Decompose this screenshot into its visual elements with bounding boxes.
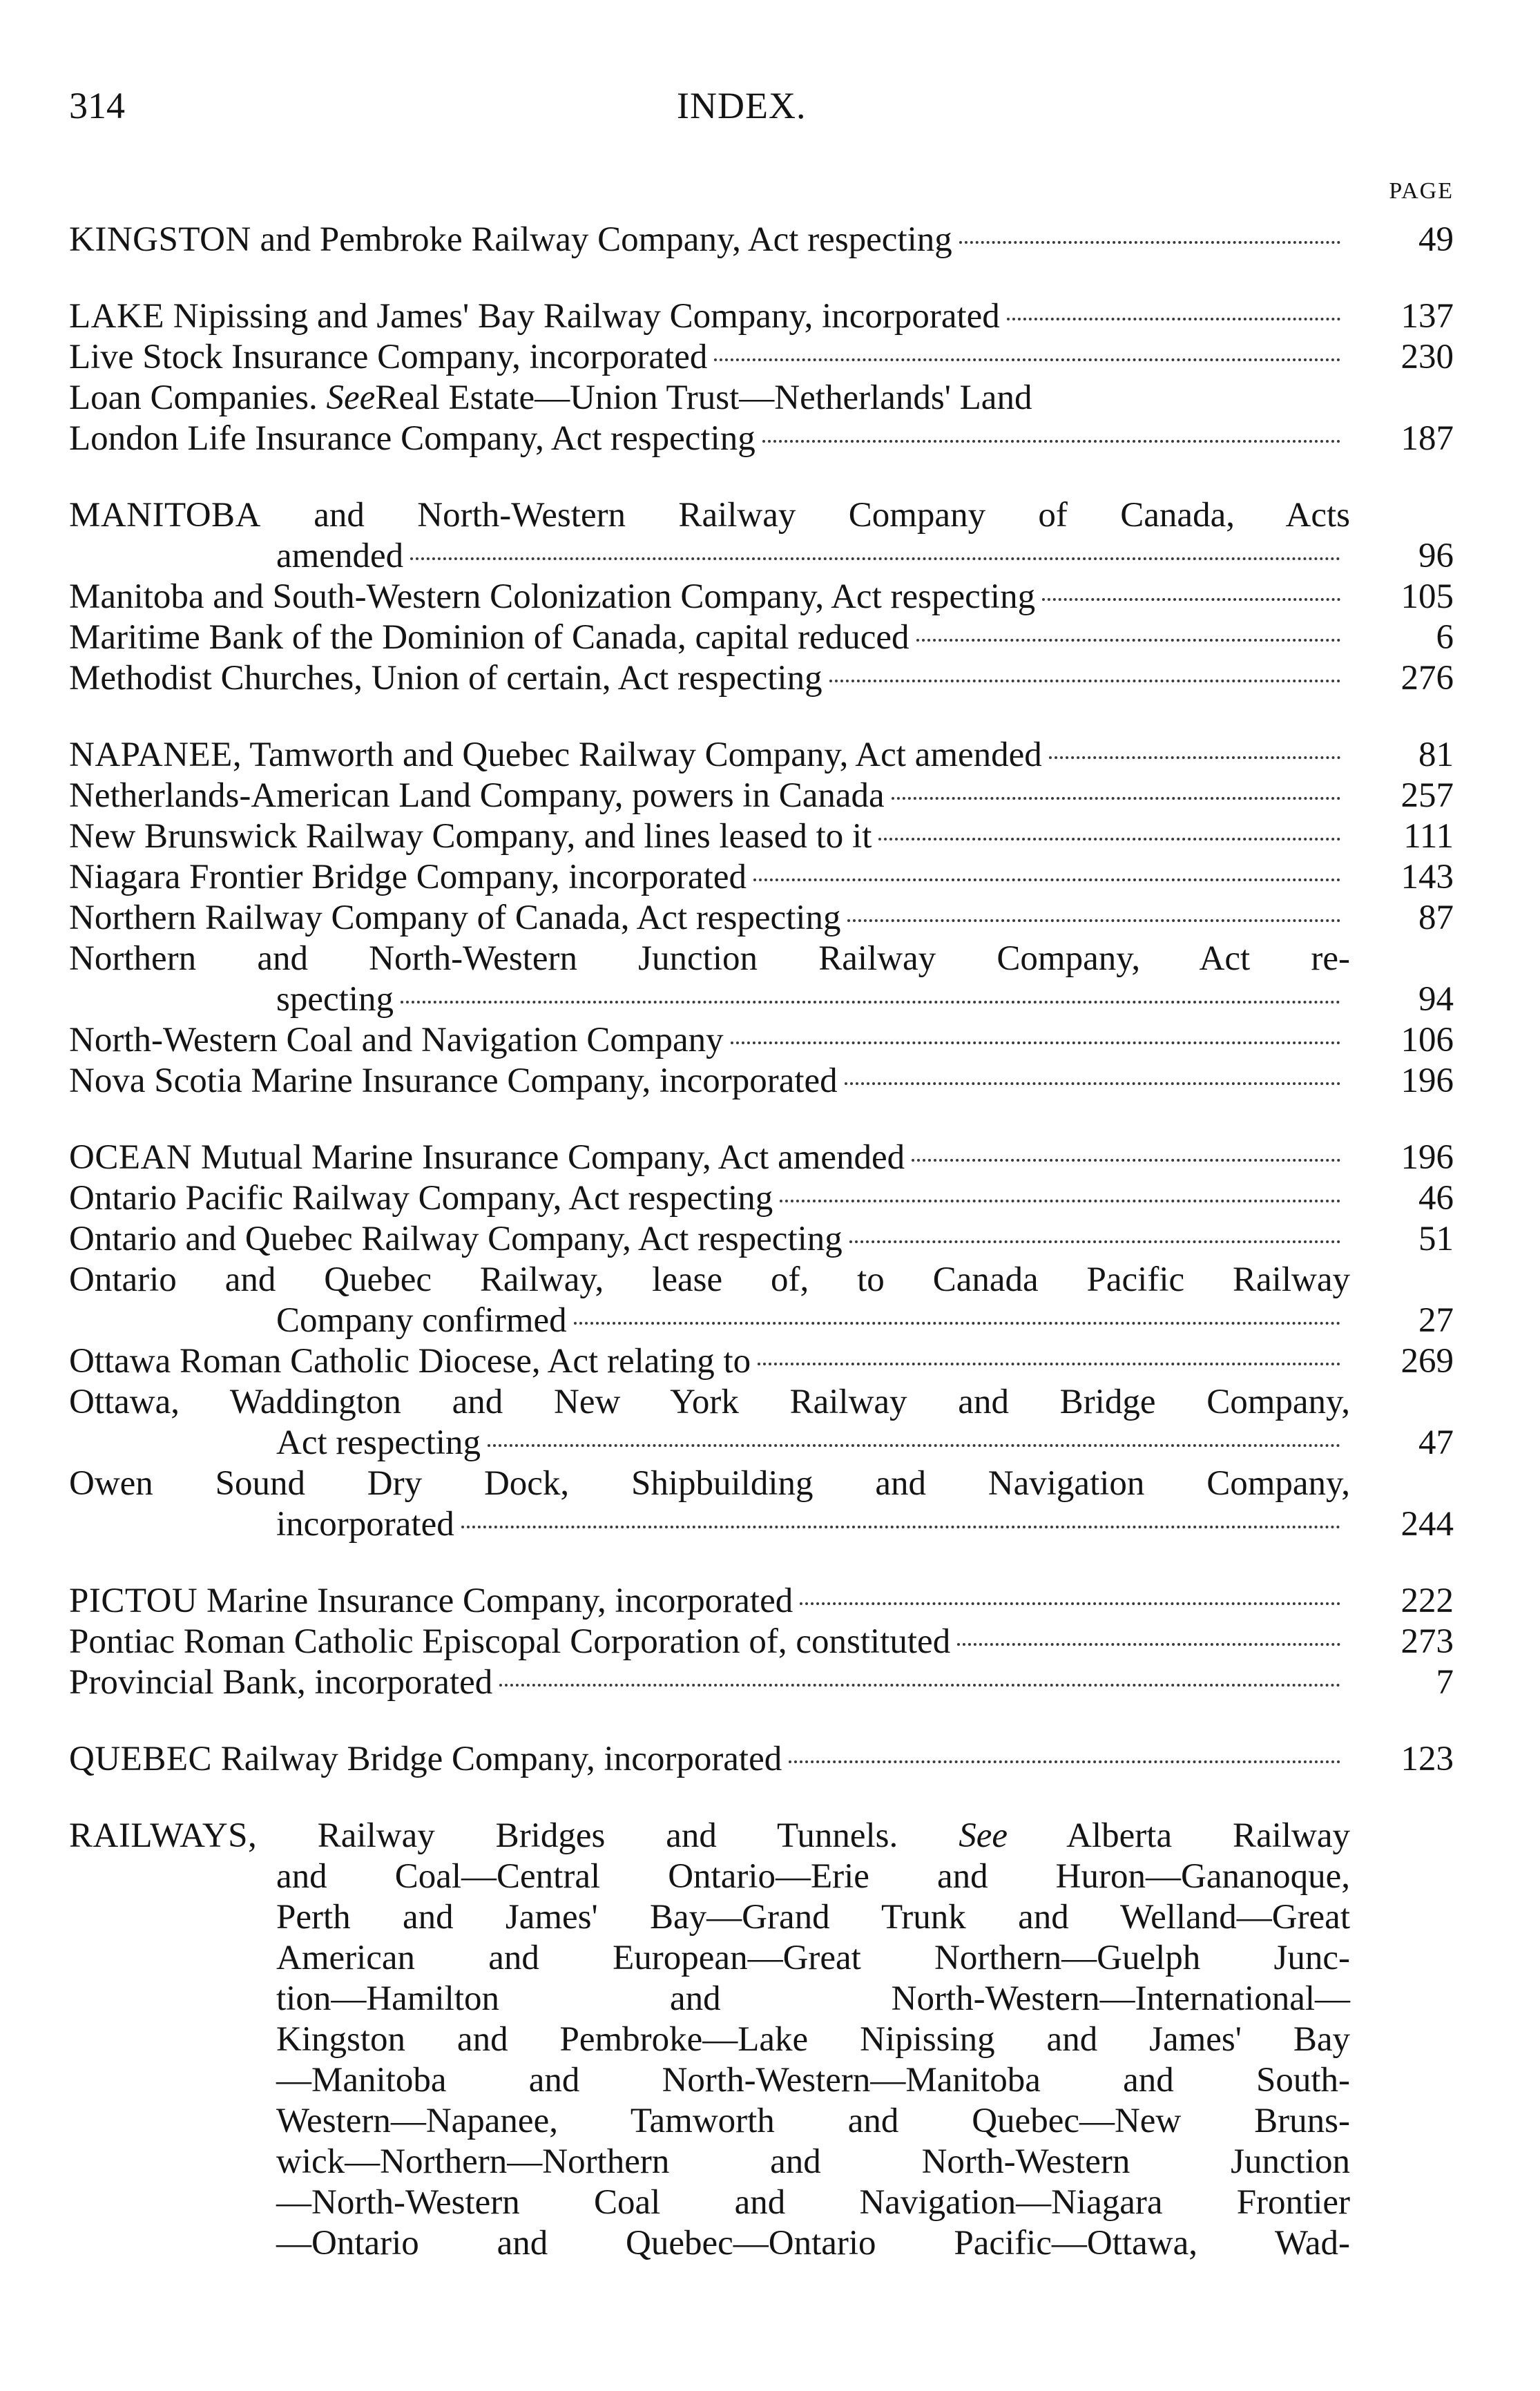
page-ref: 7 — [1436, 1663, 1454, 1702]
index-entry: PICTOU Marine Insurance Company, incorporated 222 — [69, 1582, 1454, 1620]
page-ref: 269 — [1401, 1342, 1454, 1381]
index-entry: Pontiac Roman Catholic Episcopal Corporation of, constituted 273 — [69, 1622, 1454, 1661]
leader-dots — [892, 797, 1340, 800]
index-group-k — [69, 220, 1454, 260]
index-entry: KINGSTON and Pembroke Railway Company, Act respecting 49 — [69, 220, 1454, 259]
leader-dots — [800, 1602, 1340, 1605]
leader-dots — [1049, 756, 1340, 759]
index-entry: MANITOBA and North-Western Railway Company of Canada, Acts amended 96 — [69, 496, 1454, 575]
page-ref: 46 — [1418, 1179, 1454, 1218]
index-entry: Manitoba and South-Western Colonization Company, Act respecting 105 — [69, 577, 1454, 616]
page-ref: 187 — [1401, 419, 1454, 458]
running-title: INDEX. — [677, 85, 807, 126]
index-entry: Netherlands-American Land Company, powers in Canada 257 — [69, 776, 1454, 815]
railways-line: Kingston and Pembroke—Lake Nipissing and James' Bay — [276, 2020, 1350, 2059]
leader-dots — [410, 557, 1340, 560]
page-ref: 105 — [1401, 577, 1454, 616]
index-group-m — [69, 495, 1454, 699]
index-entry: New Brunswick Railway Company, and lines leased to it 111 — [69, 817, 1454, 856]
index-entry: Methodist Churches, Union of certain, Act respecting 276 — [69, 659, 1454, 698]
leader-dots — [959, 241, 1340, 244]
leader-dots — [878, 838, 1340, 841]
leader-dots — [714, 358, 1340, 361]
railways-line: —Ontario and Quebec—Ontario Pacific—Ottawa, Wad- — [276, 2224, 1350, 2263]
page-ref: 27 — [1418, 1301, 1454, 1340]
page-ref: 81 — [1418, 736, 1454, 774]
leader-dots — [401, 1001, 1340, 1004]
page-ref: 51 — [1418, 1220, 1454, 1258]
railways-line: —Manitoba and North-Western—Manitoba and South- — [276, 2061, 1350, 2100]
page-ref: 276 — [1401, 659, 1454, 698]
index-group-p — [69, 1581, 1454, 1703]
leader-dots — [753, 878, 1340, 881]
page-ref: 87 — [1418, 899, 1454, 937]
index-entry: Ontario and Quebec Railway Company, Act respecting 51 — [69, 1220, 1454, 1258]
leader-dots — [488, 1444, 1340, 1447]
index-group-q — [69, 1739, 1454, 1780]
index-list — [69, 220, 1454, 2264]
leader-dots — [780, 1200, 1340, 1202]
leader-dots — [916, 639, 1340, 642]
leader-dots — [845, 1082, 1340, 1085]
index-entry: Ottawa, Waddington and New York Railway and Bridge Company, Act respecting 47 — [69, 1383, 1454, 1462]
index-group-n — [69, 735, 1454, 1102]
page-ref: 222 — [1401, 1582, 1454, 1620]
index-entry: NAPANEE, Tamworth and Quebec Railway Company, Act amended 81 — [69, 736, 1454, 774]
page-ref: 143 — [1401, 858, 1454, 896]
leader-dots — [1007, 318, 1340, 320]
index-entry: OCEAN Mutual Marine Insurance Company, Act amended 196 — [69, 1138, 1454, 1177]
page-ref: 137 — [1401, 297, 1454, 336]
page-ref: 49 — [1418, 220, 1454, 259]
leader-dots — [912, 1159, 1340, 1162]
page-ref: 47 — [1418, 1423, 1454, 1462]
railways-line: —North-Western Coal and Navigation—Niagara Frontier — [276, 2183, 1350, 2222]
page-ref: 257 — [1401, 776, 1454, 815]
railways-line: Western—Napanee, Tamworth and Quebec—New Bruns- — [276, 2102, 1350, 2140]
page-ref: 96 — [1418, 537, 1454, 575]
index-entry: Ontario Pacific Railway Company, Act respecting 46 — [69, 1179, 1454, 1218]
index-group-r — [69, 1816, 1454, 2264]
railways-line: and Coal—Central Ontario—Erie and Huron—Gananoque, — [276, 1857, 1350, 1896]
railways-line: wick—Northern—Northern and North-Western Junction — [276, 2142, 1350, 2181]
index-entry: Ontario and Quebec Railway, lease of, to Canada Pacific Railway Company confirmed 27 — [69, 1260, 1454, 1340]
index-entry: Live Stock Insurance Company, incorporated 230 — [69, 338, 1454, 376]
leader-dots — [731, 1041, 1340, 1044]
leader-dots — [499, 1684, 1340, 1687]
railways-line: American and European—Great Northern—Guelph Junc- — [276, 1939, 1350, 1977]
page-ref: 106 — [1401, 1021, 1454, 1059]
index-entry: London Life Insurance Company, Act respecting 187 — [69, 419, 1454, 458]
index-entry: Owen Sound Dry Dock, Shipbuilding and Navigation Company, incorporated 244 — [69, 1464, 1454, 1544]
index-group-l — [69, 296, 1454, 459]
index-entry: Northern Railway Company of Canada, Act respecting 87 — [69, 899, 1454, 937]
running-head — [69, 84, 1454, 140]
page-ref: 273 — [1401, 1622, 1454, 1661]
index-entry-railways: RAILWAYS, Railway Bridges and Tunnels. See Alberta Railway and Coal—Central Ontario—Erie and Huron—Gananoque, Perth and James' Bay—Grand Trunk and Welland—Great American and European—Great Northern—Guelph Junc- tion—Hamilton and North-Western—International— Kingston and Pembroke—Lake Nipissing and James' Bay —Manitoba and North-Western—Manitoba and South- Western—Napanee, Tamworth and Quebec—New Bruns- wick—Northern—Northern and North-Western Junction —North-Western Coal and Navigation—Niagara Frontier —Ontario and Quebec—Ontario Pacific—Ottawa, Wad- — [69, 1816, 1351, 2263]
page-ref: 196 — [1401, 1138, 1454, 1177]
leader-dots — [574, 1322, 1340, 1325]
page-ref: 111 — [1403, 817, 1454, 856]
leader-dots — [789, 1760, 1340, 1763]
leader-dots — [1042, 598, 1340, 601]
page-ref: 123 — [1401, 1740, 1454, 1778]
page-number: 314 — [69, 85, 125, 126]
index-entry: Nova Scotia Marine Insurance Company, incorporated 196 — [69, 1062, 1454, 1100]
page-ref: 6 — [1436, 618, 1454, 657]
leader-dots — [849, 1240, 1340, 1243]
index-entry: Northern and North-Western Junction Railway Company, Act re- specting 94 — [69, 939, 1454, 1019]
index-entry: Maritime Bank of the Dominion of Canada, capital reduced 6 — [69, 618, 1454, 657]
page-ref: 244 — [1401, 1505, 1454, 1544]
index-entry: North-Western Coal and Navigation Company 106 — [69, 1021, 1454, 1059]
index-entry-cross-reference: Loan Companies. SeeReal Estate—Union Trust—Netherlands' Land — [69, 378, 1032, 417]
index-group-o — [69, 1137, 1454, 1545]
leader-dots — [957, 1643, 1340, 1646]
index-entry: Ottawa Roman Catholic Diocese, Act relating to 269 — [69, 1342, 1454, 1381]
index-entry: Provincial Bank, incorporated 7 — [69, 1663, 1454, 1702]
page-ref: 94 — [1418, 980, 1454, 1019]
railways-line: Perth and James' Bay—Grand Trunk and Welland—Great — [276, 1898, 1350, 1937]
leader-dots — [847, 919, 1340, 922]
leader-dots — [829, 680, 1340, 682]
page-ref: 196 — [1401, 1062, 1454, 1100]
leader-dots — [461, 1526, 1340, 1528]
leader-dots — [758, 1363, 1340, 1365]
page-ref: 230 — [1401, 338, 1454, 376]
index-entry: LAKE Nipissing and James' Bay Railway Company, incorporated 137 — [69, 297, 1454, 336]
leader-dots — [762, 440, 1340, 443]
index-entry: QUEBEC Railway Bridge Company, incorporated 123 — [69, 1740, 1454, 1778]
railways-line: tion—Hamilton and North-Western—International— — [276, 1979, 1350, 2018]
page-column-heading: PAGE — [1389, 178, 1454, 204]
index-entry: Niagara Frontier Bridge Company, incorporated 143 — [69, 858, 1454, 896]
